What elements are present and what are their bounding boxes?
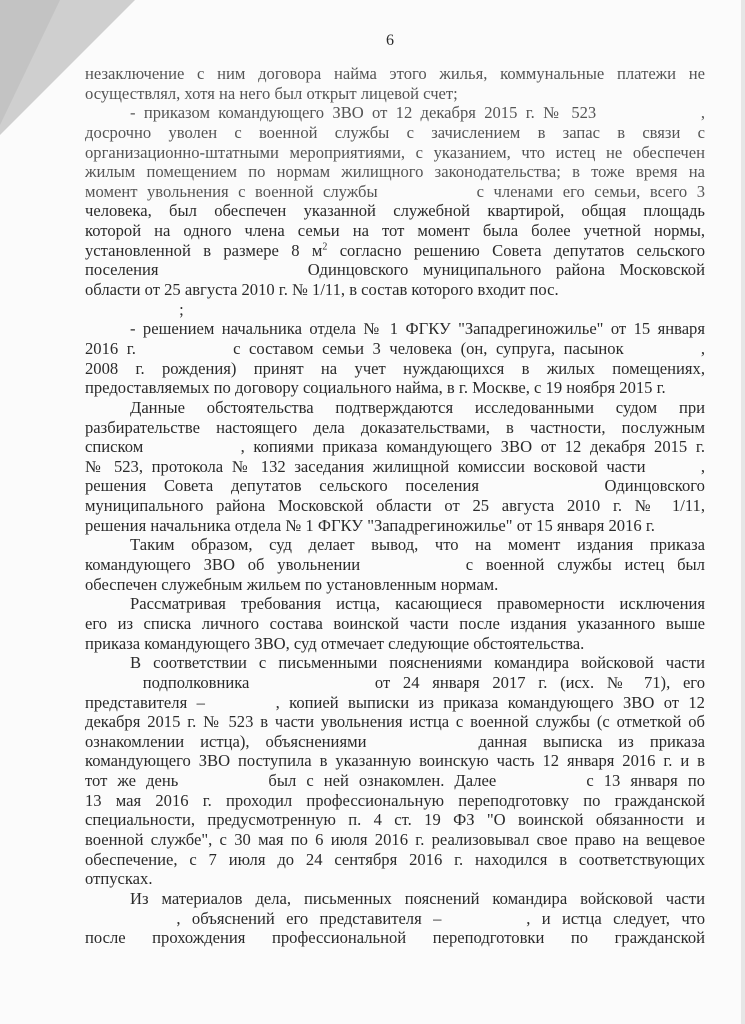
text-line <box>85 673 705 693</box>
text-segment: обеспечен служебным жильем по установленным нормам. <box>85 574 499 594</box>
text-line <box>85 260 705 280</box>
text-segment: организационно-штатными мероприятиями, с указанием, что истец не обеспечен <box>85 142 705 162</box>
redacted-gap <box>152 438 232 452</box>
text-line <box>85 418 705 438</box>
text-line <box>85 241 705 261</box>
text-line <box>85 732 705 752</box>
text-line <box>85 555 705 575</box>
text-segment: командующего ЗВО поступила в указанную воинскую часть 12 января 2016 г. и в <box>85 751 705 771</box>
redacted-gap <box>506 772 576 786</box>
text-segment: списком <box>85 437 144 457</box>
redacted-gap <box>497 477 587 491</box>
text-segment: поселения <box>85 260 159 280</box>
text-line <box>85 771 705 791</box>
text-line <box>85 339 705 359</box>
text-line <box>85 830 705 850</box>
text-line <box>85 398 705 418</box>
redacted-gap <box>453 910 515 924</box>
text-segment: муниципального района Московской области от 25 августа 2010 г. № 1/11, <box>85 496 705 516</box>
text-segment: подполковника <box>142 672 250 692</box>
redacted-gap <box>144 340 224 354</box>
text-segment: Из материалов дела, письменных пояснений командира войсковой части <box>130 888 705 908</box>
text-segment: с членами его семьи, всего 3 <box>476 181 706 201</box>
redacted-gap <box>85 301 175 315</box>
folded-corner-shadow <box>0 0 60 125</box>
text-segment: которой на одного члена семьи на тот момент была более учетной нормы, <box>85 221 705 241</box>
text-segment: решения начальника отдела № 1 ФГКУ "Западрегиножилье" от 15 января 2016 г. <box>85 515 655 535</box>
text-line <box>85 378 705 398</box>
text-segment: - приказом командующего ЗВО от 12 декабря 2015 г. № 523 <box>130 103 597 123</box>
text-segment: декабря 2015 г. № 523 в части увольнения истца с военной службы (с отметкой об <box>85 712 705 732</box>
text-segment: незаключение с ним договора найма этого жилья, коммунальные платежи не <box>85 64 705 83</box>
text-line <box>85 909 705 929</box>
text-segment: предоставляемых по договору социального найма, в г. Москве, с 19 ноября 2015 г. <box>85 378 666 398</box>
text-segment: его из списка личного состава воинской части после издания указанного выше <box>85 613 705 633</box>
redacted-gap <box>188 772 258 786</box>
text-segment: , объяснений его представителя – <box>176 908 442 928</box>
text-segment: ознакомлении истца), объяснениями <box>85 731 367 751</box>
redacted-gap <box>605 104 693 118</box>
redacted-gap <box>173 261 293 275</box>
text-line <box>85 457 705 477</box>
redacted-gap <box>632 340 692 354</box>
text-line <box>85 791 705 811</box>
text-segment: , копиями приказа командующего ЗВО от 12 декабря 2015 г. <box>240 437 705 457</box>
redacted-gap <box>262 674 362 688</box>
text-line <box>85 712 705 732</box>
text-line <box>85 476 705 496</box>
text-segment: после прохождения профессиональной переподготовки по гражданской <box>85 928 705 948</box>
text-segment: № 523, протокола № 132 заседания жилищной комиссии восковой части <box>85 456 646 476</box>
redacted-gap <box>214 694 266 708</box>
text-segment: 2016 г. <box>85 338 136 358</box>
text-segment: от 24 января 2017 г. (исх. № 71), его <box>374 672 705 692</box>
page-edge <box>741 0 745 1024</box>
redacted-gap <box>373 556 453 570</box>
text-segment: момент увольнения с военной службы <box>85 181 378 201</box>
text-line <box>85 653 705 673</box>
text-segment: Таким образом, суд делает вывод, что на момент издания приказа <box>130 535 705 555</box>
text-line <box>85 614 705 634</box>
text-segment: , <box>700 338 705 358</box>
text-segment: данная выписка из приказа <box>478 731 705 751</box>
text-segment: досрочно уволен с военной службы с зачислением в запас в связи с <box>85 122 705 142</box>
redacted-gap <box>387 183 467 197</box>
text-segment: с составом семьи 3 человека (он, супруга, пасынок <box>233 338 624 358</box>
text-segment: Рассматривая требования истца, касающиеся правомерности исключения <box>130 594 705 614</box>
text-line <box>85 280 705 300</box>
text-line <box>85 516 705 536</box>
text-line <box>85 928 705 948</box>
text-segment: специальности, предусмотренную п. 4 ст. 19 ФЗ "О воинской обязанности и <box>85 810 705 830</box>
text-segment: с 13 января по <box>586 771 705 791</box>
text-segment: тот же день <box>85 771 179 791</box>
text-line <box>85 869 705 889</box>
text-segment: Одинцовского <box>604 476 705 496</box>
text-segment: , и истца следует, что <box>526 908 705 928</box>
redacted-gap <box>85 674 130 688</box>
text-segment: , <box>700 103 705 123</box>
text-segment: , <box>700 456 706 476</box>
text-line <box>85 496 705 516</box>
text-segment: с военной службы истец был <box>465 555 705 575</box>
text-line <box>85 535 705 555</box>
text-segment: решения Совета депутатов сельского поселения <box>85 476 479 496</box>
text-line <box>85 123 705 143</box>
text-segment: 13 мая 2016 г. проходил профессиональную переподготовку по гражданской <box>85 790 705 810</box>
text-segment: был с ней ознакомлен. Далее <box>268 771 497 791</box>
text-segment: отпусках. <box>85 869 153 889</box>
text-segment: , копией выписки из приказа командующего ЗВО от 12 <box>275 692 705 712</box>
text-segment: осуществлял, хотя на него был открыт лицевой счет; <box>85 83 458 103</box>
text-segment: ; <box>179 299 184 319</box>
text-line <box>85 359 705 379</box>
text-line <box>85 182 705 202</box>
text-line <box>85 437 705 457</box>
text-line <box>85 693 705 713</box>
text-segment: - решением начальника отдела № 1 ФГКУ "Западрегиножилье" от 15 января <box>130 319 705 339</box>
redacted-gap <box>85 910 165 924</box>
text-segment: области от 25 августа 2010 г. № 1/11, в состав которого входит пос. <box>85 280 559 300</box>
text-segment: Данные обстоятельства подтверждаются исследованными судом при <box>130 397 705 417</box>
text-line <box>85 319 705 339</box>
text-segment: человека, был обеспечен указанной служебной квартирой, общая площадь <box>85 201 705 221</box>
text-line <box>85 143 705 163</box>
text-line <box>85 889 705 909</box>
document-body <box>85 64 705 948</box>
text-segment: В соответствии с письменными пояснениями командира войсковой части <box>130 653 705 673</box>
text-line <box>85 300 705 320</box>
text-segment: приказа командующего ЗВО, суд отмечает следующие обстоятельства. <box>85 633 585 653</box>
text-line <box>85 221 705 241</box>
text-segment: военной службе", с 30 мая по 6 июля 2016 г. реализовывал свое право на вещевое <box>85 829 705 849</box>
text-line <box>85 634 705 654</box>
text-line <box>85 103 705 123</box>
text-segment: разбирательстве настоящего дела доказательствами, в частности, послужным <box>85 417 705 437</box>
redacted-gap <box>654 458 692 472</box>
text-line <box>85 64 705 84</box>
text-line <box>85 594 705 614</box>
text-line <box>85 751 705 771</box>
text-line <box>85 850 705 870</box>
text-segment: командующего ЗВО об увольнении <box>85 555 361 575</box>
text-line <box>85 84 705 104</box>
text-segment: обеспечение, с 7 июля до 24 сентября 2016 г. находился в соответствующих <box>85 849 705 869</box>
text-segment: установленной в размере 8 $м^2$ согласно решению Совета депутатов сельского <box>85 240 705 260</box>
text-line <box>85 810 705 830</box>
redacted-gap <box>382 733 462 747</box>
text-line <box>85 575 705 595</box>
text-segment: жилым помещением по нормам жилищного законодательства; в тоже время на <box>85 162 705 182</box>
text-line <box>85 201 705 221</box>
text-segment: 2008 г. рождения) принят на учет нуждающихся в жилых помещениях, <box>85 358 705 378</box>
page-number: 6 <box>386 32 394 49</box>
text-segment: Одинцовского муниципального района Московской <box>307 260 705 280</box>
text-segment: представителя – <box>85 692 205 712</box>
text-line <box>85 162 705 182</box>
